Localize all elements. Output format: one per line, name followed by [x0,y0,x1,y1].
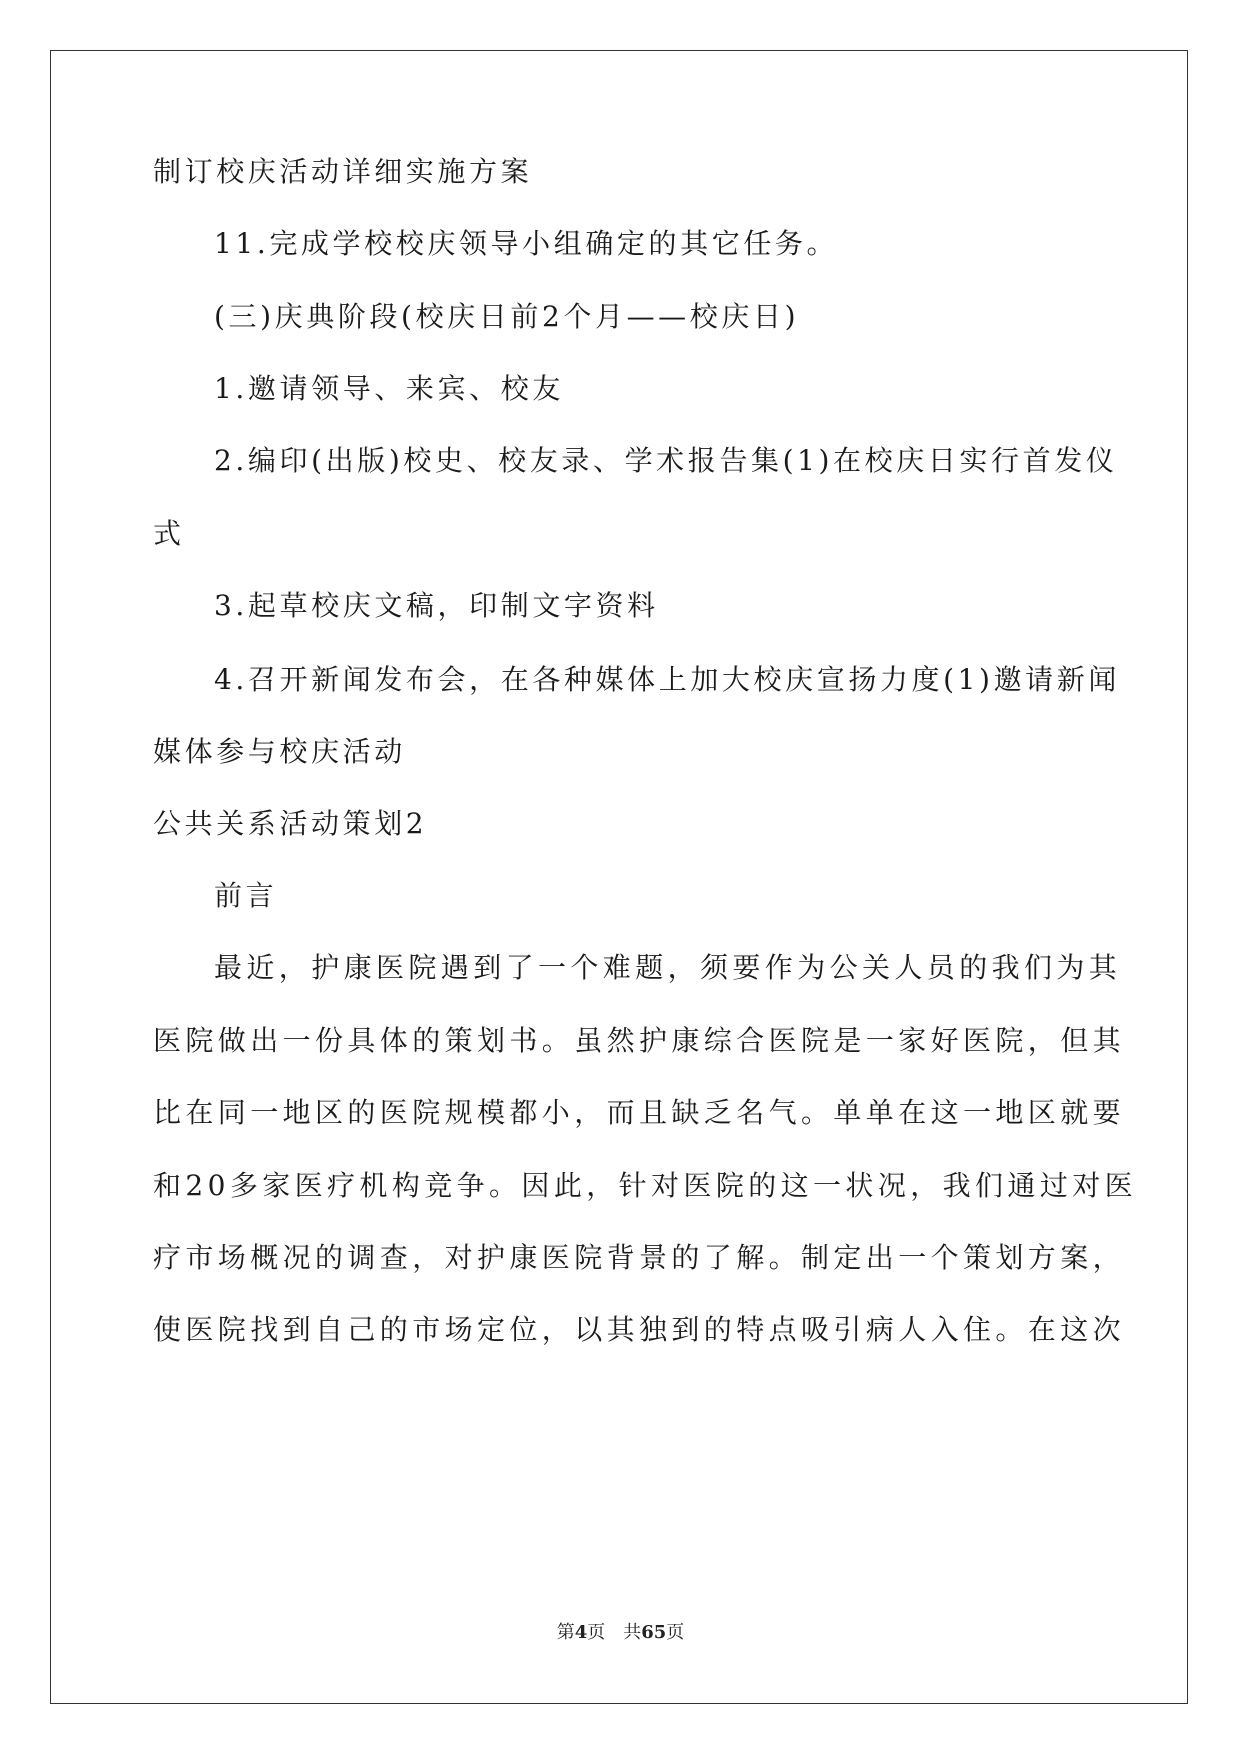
footer-page-suffix: 页 [587,1622,606,1643]
text-line: 媒体参与校庆活动 [153,735,406,768]
text-line: 11.完成学校校庆领导小组确定的其它任务。 [214,227,839,260]
current-page-number: 4 [574,1622,588,1643]
section-heading: 公共关系活动策划2 [153,807,428,840]
text-line: 和20多家医疗机构竞争。因此，针对医院的这一状况，我们通过对医 [153,1169,1138,1202]
text-line: 比在同一地区的医院规模都小，而且缺乏名气。单单在这一地区就要 [153,1096,1126,1129]
text-line: 医院做出一份具体的策划书。虽然护康综合医院是一家好医院，但其 [153,1024,1126,1057]
text-line: 疗市场概况的调查，对护康医院背景的了解。制定出一个策划方案， [153,1241,1126,1274]
text-line: 制订校庆活动详细实施方案 [153,155,533,188]
text-line: 最近，护康医院遇到了一个难题，须要作为公关人员的我们为其 [214,951,1122,984]
text-line: 2.编印(出版)校史、校友录、学术报告集(1)在校庆日实行首发仪 [214,444,1118,477]
text-line: 使医院找到自己的市场定位，以其独到的特点吸引病人入住。在这次 [153,1313,1126,1346]
total-page-count: 65 [641,1622,667,1643]
text-line: 3.起草校庆文稿，印制文字资料 [214,589,659,622]
text-line: (三)庆典阶段(校庆日前2个月——校庆日) [214,300,800,333]
footer-total-suffix: 页 [666,1622,685,1643]
text-line: 4.召开新闻发布会，在各种媒体上加大校庆宣扬力度(1)邀请新闻 [214,663,1120,696]
text-line: 1.邀请领导、来宾、校友 [214,372,564,405]
page-footer [0,1618,1241,1644]
text-line: 前言 [214,879,278,912]
footer-total-prefix: 共 [623,1622,642,1643]
footer-prefix: 第 [556,1622,575,1643]
text-line: 式 [153,517,185,550]
